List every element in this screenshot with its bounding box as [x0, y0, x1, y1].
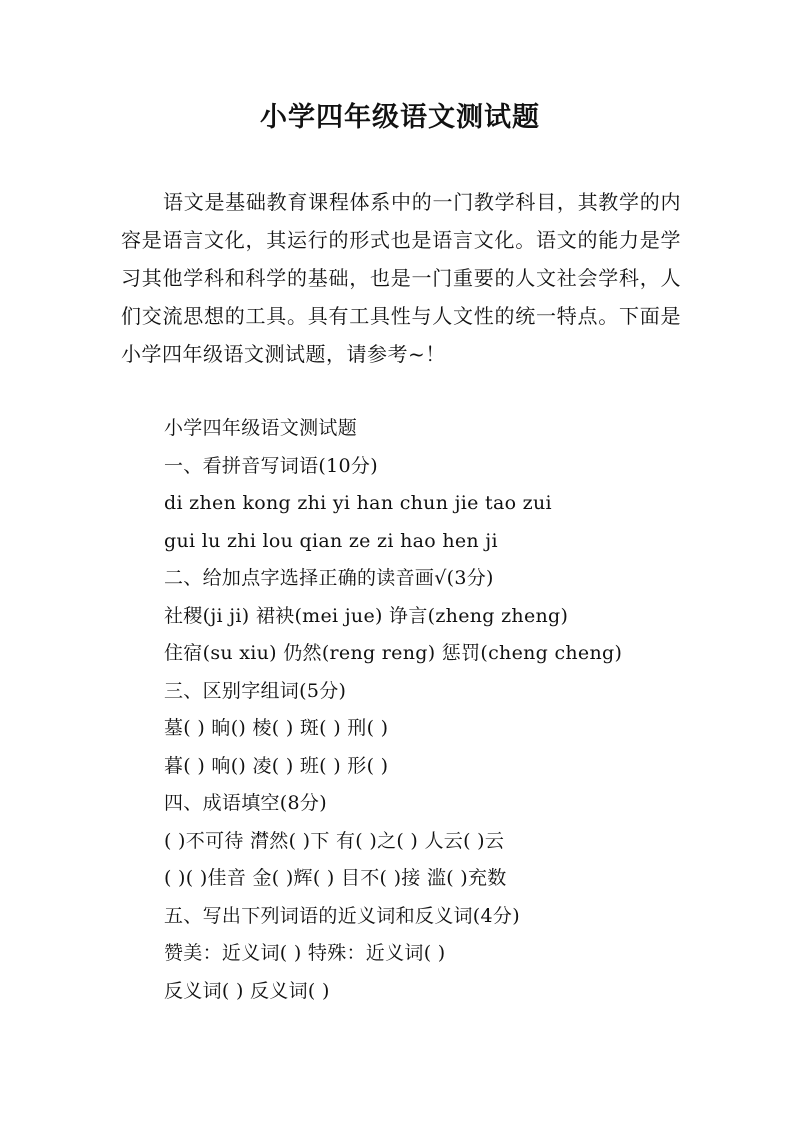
- page-title: 小学四年级语文测试题: [260, 102, 540, 133]
- reading-choice-line-1: 社稷(ji ji) 裙袂(mei jue) 诤言(zheng zheng): [164, 604, 569, 627]
- idiom-fill-line-2: ( )( )佳音 金( )辉( ) 目不( )接 滥( )充数: [164, 867, 507, 889]
- question-two-heading: 二、给加点字选择正确的读音画√(3分): [164, 567, 494, 589]
- test-content: [164, 410, 784, 1010]
- intro-text: 语文是基础教育课程体系中的一门教学科目，其教学的内容是语言文化，其运行的形式也是语言文化。语文的能力是学习其他学科和科学的基础，也是一门重要的人文社会学科，人们交流思想的工具。具有工具性与人文性的统一特点。下面是小学四年级语文测试题，请参考~！: [121, 190, 681, 366]
- character-group-line-2: 暮( ) 响() 凌( ) 班( ) 形( ): [164, 754, 389, 777]
- question-four-heading: 四、成语填空(8分): [164, 792, 327, 814]
- question-five-heading: 五、写出下列词语的近义词和反义词(4分): [164, 904, 520, 927]
- antonym-line: 反义词( ) 反义词( ): [164, 979, 330, 1002]
- question-three-heading: 三、区别字组词(5分): [164, 679, 347, 702]
- section-heading: 小学四年级语文测试题: [164, 417, 358, 439]
- character-group-line-1: 墓( ) 晌() 棱( ) 斑( ) 刑( ): [164, 717, 389, 739]
- pinyin-line-1: di zhen kong zhi yi han chun jie tao zui: [164, 492, 552, 514]
- reading-choice-line-2: 住宿(su xiu) 仍然(reng reng) 惩罚(cheng cheng): [164, 642, 623, 664]
- intro-paragraph: [121, 183, 681, 373]
- idiom-fill-line-1: ( )不可待 潸然( )下 有( )之( ) 人云( )云: [164, 829, 505, 852]
- synonym-line: 赞美：近义词( ) 特殊：近义词( ): [164, 942, 446, 964]
- pinyin-line-2: gui lu zhi lou qian ze zi hao hen ji: [164, 529, 498, 552]
- question-one-heading: 一、看拼音写词语(10分): [164, 454, 378, 477]
